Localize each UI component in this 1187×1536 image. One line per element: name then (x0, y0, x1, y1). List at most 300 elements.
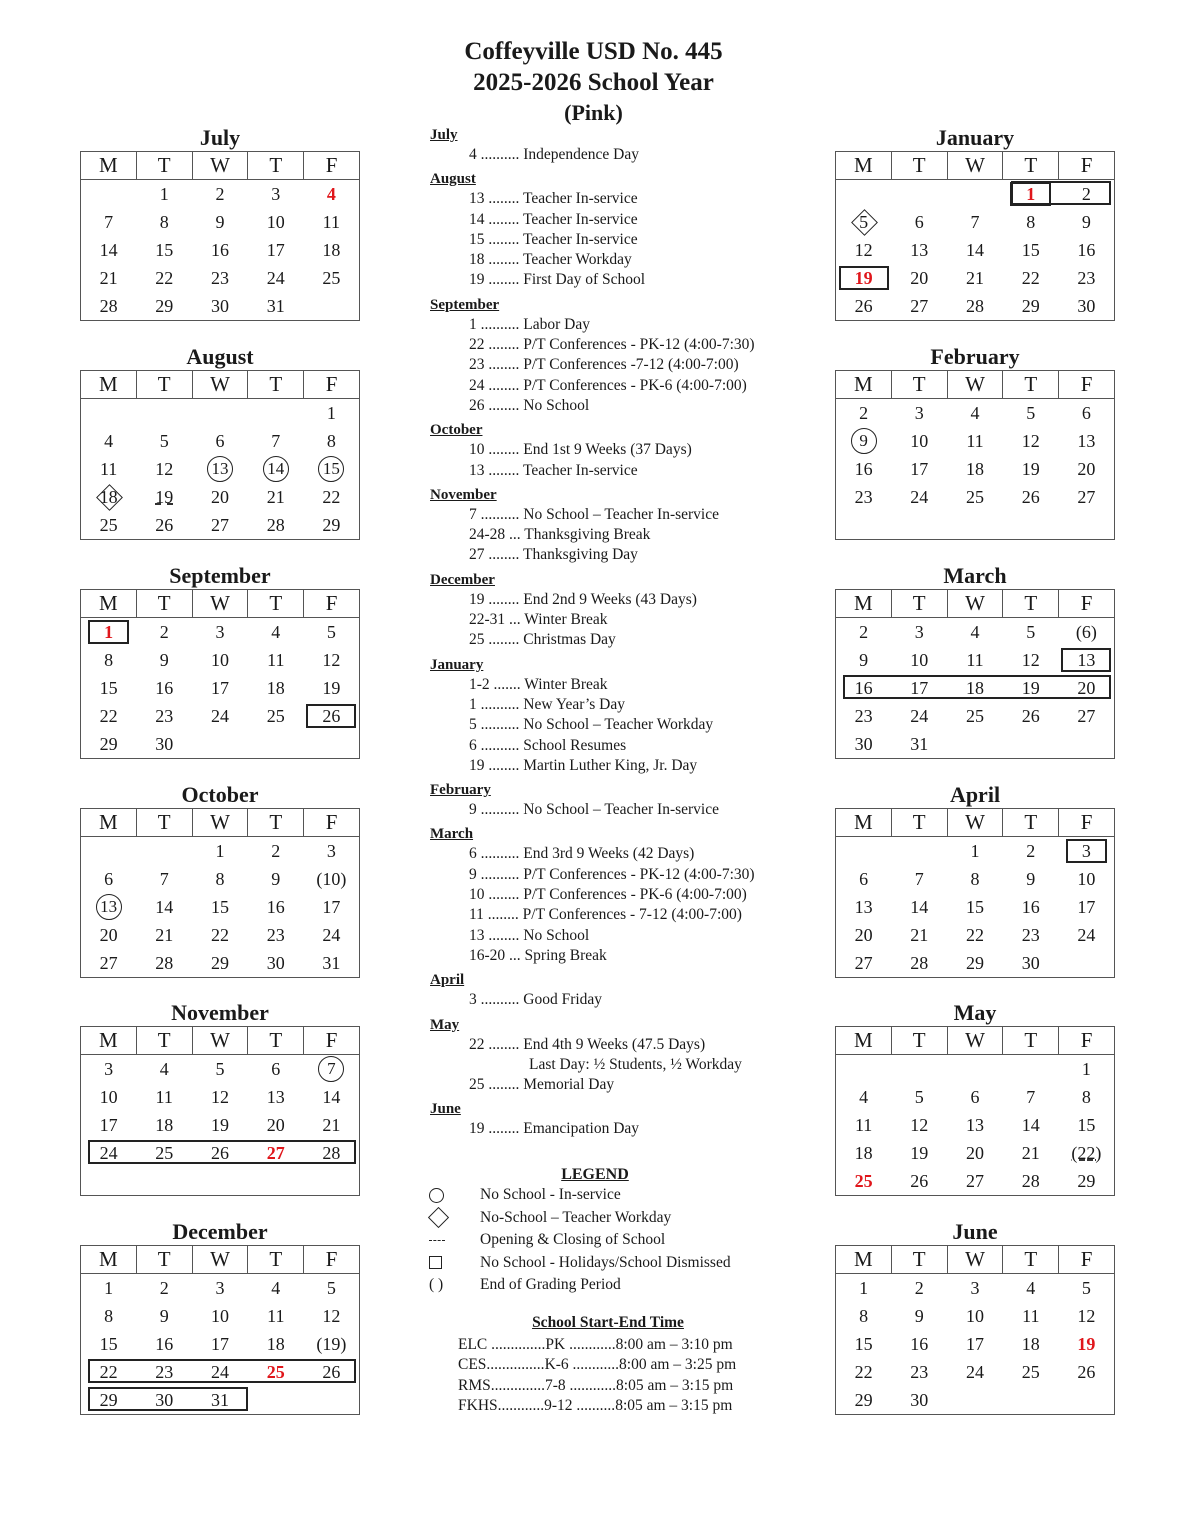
day-cell: 23 (155, 1361, 174, 1382)
day-cell: 1 (326, 402, 336, 423)
day-cell: 23 (1021, 924, 1040, 945)
day-cell: 25 (854, 1170, 873, 1191)
day-cell: 16 (910, 1333, 929, 1354)
day-cell: 7 (970, 211, 980, 232)
diamond-icon (428, 1207, 449, 1228)
day-cell: (22) (1071, 1142, 1102, 1163)
weekday-header: F (304, 809, 360, 837)
event-item: 3 .......... Good Friday (469, 991, 603, 1009)
day-cell: 23 (266, 924, 285, 945)
week-row (81, 1111, 360, 1139)
day-cell: 15 (1077, 1114, 1096, 1135)
weekday-header: F (304, 1027, 360, 1055)
weekday-header: T (1003, 590, 1059, 618)
event-item: 24-28 ... Thanksgiving Break (469, 526, 651, 544)
day-cell: 27 (210, 514, 229, 535)
day-cell: 12 (322, 1305, 341, 1326)
week-row (836, 618, 1115, 647)
day-cell (891, 1055, 947, 1084)
events-month-heading: April (430, 972, 465, 989)
week-row (836, 1274, 1115, 1303)
week-row (81, 1139, 360, 1167)
event-item: 1 .......... Labor Day (469, 315, 590, 333)
day-cell: 24 (965, 1361, 984, 1382)
week-row (81, 292, 360, 321)
day-cell: 14 (965, 239, 984, 260)
day-cell: 2 (1081, 183, 1091, 204)
day-cell (891, 837, 947, 866)
legend (425, 1166, 795, 1297)
day-cell: 26 (1021, 486, 1040, 507)
day-cell: 5 (326, 621, 336, 642)
day-cell (1003, 511, 1059, 540)
legend-item: No School - Holidays/School Dismissed (425, 1252, 795, 1275)
week-row (836, 208, 1115, 236)
week-row (81, 264, 360, 292)
day-cell: 8 (104, 649, 114, 670)
day-cell: 20 (965, 1142, 984, 1163)
day-cell (136, 1167, 192, 1196)
event-item: 4 .......... Independence Day (469, 146, 640, 163)
day-cell: 9 (271, 868, 281, 889)
week-row (836, 1055, 1115, 1084)
day-cell: 15 (304, 455, 360, 483)
day-cell: 2 (159, 1277, 169, 1298)
day-cell: 8 (970, 868, 980, 889)
day-cell: 8 (215, 868, 225, 889)
day-cell: 14 (1021, 1114, 1040, 1135)
day-cell: 28 (1021, 1170, 1040, 1191)
day-cell: 27 (266, 1142, 285, 1163)
day-cell: 30 (1077, 295, 1096, 316)
day-cell: 22 (854, 1361, 873, 1382)
day-cell: 26 (1077, 1361, 1096, 1382)
day-cell (192, 399, 248, 428)
day-cell: 19 (1021, 677, 1040, 698)
day-cell: 18 (81, 483, 137, 511)
day-cell: 7 (159, 868, 169, 889)
day-cell: 4 (859, 1086, 869, 1107)
calendar-september (80, 589, 360, 759)
weekday-header: T (891, 1246, 947, 1274)
day-cell: 3 (914, 402, 924, 423)
day-cell: 2 (159, 621, 169, 642)
day-cell: 22 (210, 924, 229, 945)
day-cell: 13 (1059, 646, 1115, 674)
day-cell: (19) (316, 1333, 347, 1354)
day-cell: 22 (965, 924, 984, 945)
week-row (81, 730, 360, 759)
day-cell: 3 (1059, 837, 1115, 866)
day-cell: 12 (322, 649, 341, 670)
event-item: 15 ........ Teacher In-service (469, 230, 638, 248)
weekday-header: T (891, 152, 947, 180)
day-cell: 23 (854, 705, 873, 726)
day-cell: 10 (266, 211, 285, 232)
events-month-heading: January (430, 656, 484, 673)
weekday-header: W (192, 152, 248, 180)
day-cell: 20 (854, 924, 873, 945)
day-cell: 6 (859, 868, 869, 889)
event-item: 22 ........ End 4th 9 Weeks (47.5 Days) (469, 1035, 706, 1053)
event-item: 1 .......... New Year’s Day (469, 695, 625, 713)
parentheses-icon: ( ) (429, 1276, 444, 1294)
calendar-july (80, 151, 360, 321)
week-row (836, 180, 1115, 209)
events-month-heading: July (430, 127, 458, 143)
day-cell: 24 (910, 705, 929, 726)
day-cell: 30 (854, 733, 873, 754)
weekday-header: T (1003, 1027, 1059, 1055)
day-cell: 13 (854, 896, 873, 917)
week-row (836, 1330, 1115, 1358)
day-cell (81, 399, 137, 428)
legend-item: No-School – Teacher Workday (425, 1207, 795, 1230)
day-cell: 10 (210, 649, 229, 670)
day-cell: 24 (210, 1361, 229, 1382)
day-cell: 10 (99, 1086, 118, 1107)
day-cell: 17 (99, 1114, 118, 1135)
day-cell (947, 1386, 1003, 1415)
weekday-header: F (1059, 1246, 1115, 1274)
day-cell: (6) (1075, 621, 1097, 642)
week-row (81, 1274, 360, 1303)
day-cell (304, 1167, 360, 1196)
event-item: 10 ........ P/T Conferences - PK-6 (4:00-7:00) (469, 886, 747, 904)
week-row (81, 1083, 360, 1111)
day-cell: 25 (1021, 1361, 1040, 1382)
day-cell: 26 (155, 514, 174, 535)
weekday-header: T (136, 371, 192, 399)
square-icon (429, 1256, 442, 1269)
week-row (81, 208, 360, 236)
weekday-header: F (304, 371, 360, 399)
weekday-header: W (947, 590, 1003, 618)
month-title-december: December (172, 1219, 268, 1244)
day-cell: 6 (104, 868, 114, 889)
events-month-heading: November (430, 486, 497, 503)
day-cell: 27 (965, 1170, 984, 1191)
day-cell (1003, 730, 1059, 759)
weekday-header: T (891, 590, 947, 618)
day-cell: 5 (914, 1086, 924, 1107)
day-cell: 25 (322, 267, 341, 288)
day-cell: 9 (914, 1305, 924, 1326)
weekday-header: F (1059, 152, 1115, 180)
week-row (81, 399, 360, 428)
events-month-heading: June (430, 1101, 461, 1118)
day-cell: 6 (914, 211, 924, 232)
weekday-header: T (136, 1027, 192, 1055)
day-cell: 1 (970, 840, 980, 861)
school-times (458, 1314, 798, 1416)
day-cell: 8 (159, 211, 169, 232)
day-cell: 19 (910, 1142, 929, 1163)
day-cell: 28 (965, 295, 984, 316)
day-cell: 30 (910, 1389, 929, 1410)
day-cell (1059, 730, 1115, 759)
day-cell: 9 (1081, 211, 1091, 232)
weekday-header: T (248, 590, 304, 618)
day-cell: 28 (266, 514, 285, 535)
legend-title: LEGEND (561, 1166, 629, 1183)
week-row (81, 511, 360, 540)
school-time-row: RMS..............7-8 ............8:05 am – 3:15 pm (458, 1376, 734, 1394)
day-cell: 19 (322, 677, 341, 698)
week-row (81, 1167, 360, 1196)
week-row (836, 1111, 1115, 1139)
weekday-header: F (1059, 1027, 1115, 1055)
calendar-january (835, 151, 1115, 321)
day-cell: 6 (1081, 402, 1091, 423)
week-row (81, 455, 360, 483)
day-cell: 20 (1077, 458, 1096, 479)
day-cell: 17 (910, 458, 929, 479)
event-item: 19 ........ End 2nd 9 Weeks (43 Days) (469, 590, 697, 608)
day-cell (836, 837, 892, 866)
week-row (836, 730, 1115, 759)
day-cell: 29 (99, 733, 118, 754)
event-item: 25 ........ Christmas Day (469, 631, 616, 649)
day-cell: 14 (99, 239, 118, 260)
legend-item: Opening & Closing of School (425, 1229, 795, 1252)
week-row (81, 893, 360, 921)
week-row (836, 921, 1115, 949)
event-item: 23 ........ P/T Conferences -7-12 (4:00-7:00) (469, 356, 739, 374)
day-cell: 30 (210, 295, 229, 316)
week-row (836, 264, 1115, 292)
day-cell: 17 (322, 896, 341, 917)
weekday-header: F (304, 1246, 360, 1274)
weekday-header: W (192, 590, 248, 618)
calendar-october (80, 808, 360, 978)
day-cell: 2 (914, 1277, 924, 1298)
day-cell: 24 (99, 1142, 118, 1163)
day-cell: 30 (1021, 952, 1040, 973)
day-cell: 4 (104, 430, 114, 451)
day-cell: 13 (1077, 430, 1096, 451)
week-row (81, 1302, 360, 1330)
weekday-header: F (1059, 809, 1115, 837)
day-cell: 7 (914, 868, 924, 889)
event-item: 22 ........ P/T Conferences - PK-12 (4:00-7:30) (469, 336, 755, 354)
day-cell: 17 (210, 677, 229, 698)
weekday-header: M (81, 809, 137, 837)
day-cell: 16 (266, 896, 285, 917)
day-cell (947, 511, 1003, 540)
school-time-row: FKHS............9-12 ..........8:05 am – 3:15 pm (458, 1396, 733, 1414)
weekday-header: W (947, 809, 1003, 837)
day-cell (1059, 949, 1115, 978)
day-cell: 18 (965, 458, 984, 479)
weekday-header: T (136, 590, 192, 618)
day-cell: 5 (326, 1277, 336, 1298)
day-cell: 21 (99, 267, 118, 288)
day-cell: 16 (210, 239, 229, 260)
day-cell: 8 (104, 1305, 114, 1326)
day-cell: 2 (271, 840, 281, 861)
day-cell: 17 (266, 239, 285, 260)
month-title-november: November (171, 1000, 269, 1025)
day-cell: 3 (271, 183, 281, 204)
week-row (81, 427, 360, 455)
week-row (836, 483, 1115, 511)
district-title: Coffeyville USD No. 445 (464, 38, 723, 65)
weekday-header: W (947, 1246, 1003, 1274)
week-row (836, 1386, 1115, 1415)
day-cell: 15 (99, 1333, 118, 1354)
event-item: 19 ........ Emancipation Day (469, 1120, 640, 1138)
weekday-header: T (1003, 371, 1059, 399)
day-cell: 4 (970, 621, 980, 642)
event-item: 6 .......... End 3rd 9 Weeks (42 Days) (469, 845, 695, 863)
day-cell: 6 (970, 1086, 980, 1107)
event-item: 13 ........ Teacher In-service (469, 461, 638, 479)
day-cell: 3 (326, 840, 336, 861)
day-cell: 9 (859, 649, 869, 670)
day-cell: 16 (854, 677, 873, 698)
day-cell: 5 (1026, 621, 1036, 642)
day-cell: 28 (99, 295, 118, 316)
day-cell: 4 (970, 402, 980, 423)
day-cell: 13 (910, 239, 929, 260)
day-cell: 10 (910, 430, 929, 451)
day-cell: 22 (322, 486, 341, 507)
day-cell: 5 (1026, 402, 1036, 423)
events-month-heading: December (430, 571, 495, 588)
day-cell: 12 (1021, 649, 1040, 670)
weekday-header: T (248, 809, 304, 837)
day-cell (136, 837, 192, 866)
weekday-header: T (248, 371, 304, 399)
day-cell: 19 (1021, 458, 1040, 479)
month-title-january: January (935, 125, 1015, 150)
week-row (836, 1358, 1115, 1386)
day-cell: 4 (159, 1058, 169, 1079)
weekday-header: T (1003, 152, 1059, 180)
day-cell: 14 (322, 1086, 341, 1107)
event-item: 9 .......... No School – Teacher In-service (469, 801, 719, 819)
calendar-june (835, 1245, 1115, 1415)
day-cell: 4 (271, 621, 281, 642)
day-cell: 29 (854, 1389, 873, 1410)
day-cell: 20 (210, 486, 229, 507)
day-cell: 18 (854, 1142, 873, 1163)
month-title-april: April (949, 782, 1001, 807)
day-cell: 25 (266, 1361, 285, 1382)
day-cell: 7 (271, 430, 281, 451)
day-cell: 25 (99, 514, 118, 535)
day-cell: 21 (965, 267, 984, 288)
day-cell: 23 (155, 705, 174, 726)
events-month-heading: May (430, 1016, 460, 1033)
day-cell: 29 (1077, 1170, 1096, 1191)
week-row (836, 427, 1115, 455)
day-cell: 3 (215, 1277, 225, 1298)
day-cell: 27 (1077, 486, 1096, 507)
day-cell: 18 (322, 239, 341, 260)
day-cell: 25 (965, 486, 984, 507)
day-cell: 31 (322, 952, 341, 973)
week-row (81, 949, 360, 978)
week-row (81, 180, 360, 209)
week-row (836, 865, 1115, 893)
day-cell: 24 (910, 486, 929, 507)
week-row (81, 646, 360, 674)
day-cell: 10 (210, 1305, 229, 1326)
day-cell: 11 (1022, 1305, 1040, 1326)
day-cell: 26 (304, 702, 360, 730)
week-row (81, 1330, 360, 1358)
day-cell: 16 (155, 677, 174, 698)
day-cell (836, 1055, 892, 1084)
day-cell: 3 (104, 1058, 114, 1079)
weekday-header: F (304, 590, 360, 618)
day-cell: 16 (1077, 239, 1096, 260)
calendar-variant: (Pink) (564, 100, 623, 125)
day-cell: 1 (104, 1277, 114, 1298)
day-cell: 20 (99, 924, 118, 945)
events-month-heading: March (430, 826, 474, 843)
event-item: 14 ........ Teacher In-service (469, 210, 638, 228)
day-cell: 19 (155, 486, 174, 507)
event-item: 5 .......... No School – Teacher Workday (469, 716, 714, 734)
events-month-heading: October (430, 422, 483, 439)
day-cell: 23 (854, 486, 873, 507)
day-cell: 24 (1077, 924, 1096, 945)
day-cell: 11 (322, 211, 341, 232)
event-item: 1-2 ....... Winter Break (469, 675, 608, 693)
event-item: 22-31 ... Winter Break (469, 611, 608, 629)
day-cell: 7 (1026, 1086, 1036, 1107)
event-item: 24 ........ P/T Conferences - PK-6 (4:00-7:00) (469, 376, 747, 394)
weekday-header: T (891, 809, 947, 837)
day-cell: 29 (155, 295, 174, 316)
day-cell: 15 (1021, 239, 1040, 260)
day-cell: 9 (836, 427, 892, 455)
day-cell: 3 (215, 621, 225, 642)
school-times-title: School Start-End Time (532, 1314, 684, 1331)
day-cell: 31 (266, 295, 285, 316)
weekday-header: M (81, 371, 137, 399)
day-cell: 26 (322, 1361, 341, 1382)
day-cell (1059, 511, 1115, 540)
day-cell: 28 (322, 1142, 341, 1163)
day-cell: 9 (159, 649, 169, 670)
day-cell: 22 (99, 1361, 118, 1382)
school-time-row: CES...............K-6 ............8:00 am – 3:25 pm (458, 1356, 737, 1374)
week-row (81, 921, 360, 949)
day-cell: 10 (965, 1305, 984, 1326)
day-cell: 14 (248, 455, 304, 483)
event-item: 11 ........ P/T Conferences - 7-12 (4:00-7:00) (469, 906, 742, 924)
month-title-july: July (199, 125, 241, 150)
day-cell: 18 (266, 677, 285, 698)
event-item: 13 ........ No School (469, 926, 590, 944)
day-cell (136, 399, 192, 428)
day-cell (1003, 1055, 1059, 1084)
weekday-header: W (192, 1027, 248, 1055)
events-month-heading: September (430, 296, 500, 313)
week-row (81, 1055, 360, 1084)
day-cell: 25 (965, 705, 984, 726)
day-cell: 22 (99, 705, 118, 726)
weekday-header: T (136, 1246, 192, 1274)
day-cell (836, 511, 892, 540)
dashed-underline-icon (429, 1240, 445, 1241)
day-cell: 11 (854, 1114, 873, 1135)
day-cell: 13 (266, 1086, 285, 1107)
